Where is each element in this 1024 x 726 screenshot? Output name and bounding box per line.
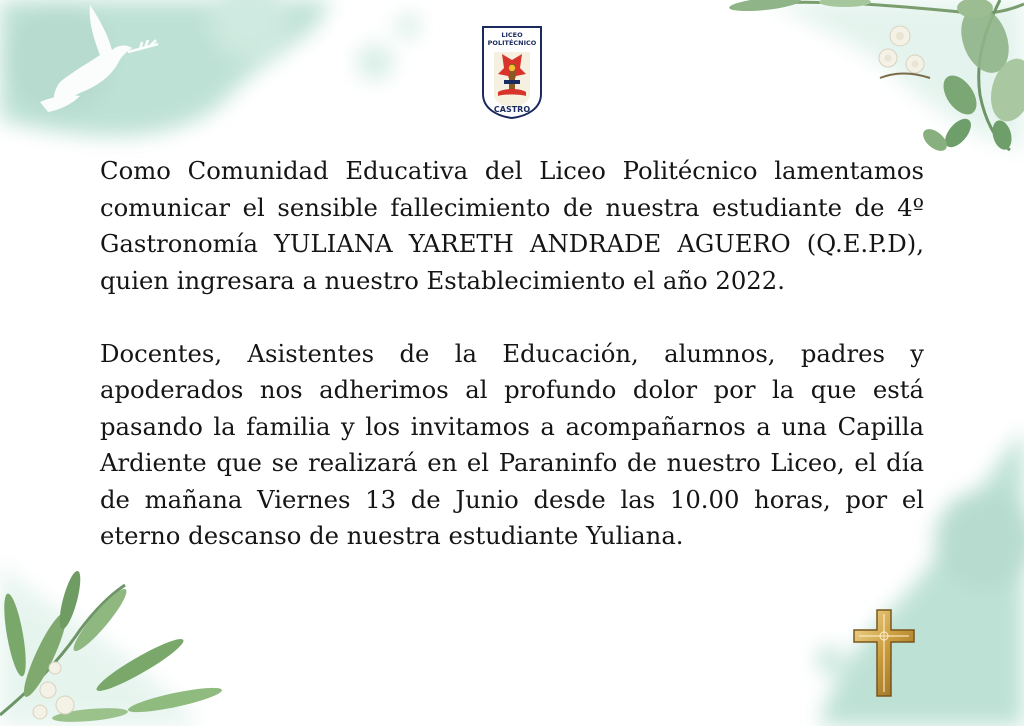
school-crest [480,24,544,120]
crest-text-politecnico: POLITÉCNICO [487,39,537,47]
crest-text-liceo: LICEO [501,31,523,39]
crest-emblem-icon [494,52,530,108]
watercolor-top-left [0,0,330,136]
message-paragraph-1: Como Comunidad Educativa del Liceo Politécnico lamentamos comunicar el sensible fallecimiento de nuestra estudiante de 4º Gastronomía YULIANA YARETH ANDRADE AGUERO (Q.E.P.D), quien ingresara a nuestro Establecimiento el año 2022. [100,156,924,295]
cross-icon [850,608,918,700]
message-paragraph-2: Docentes, Asistentes de la Educación, alumnos, padres y apoderados nos adherimos al profundo dolor por la que está pasando la familia y los invitamos a acompañarnos a una Capilla Ardiente que se realizará en el Paraninfo de nuestro Liceo, el día de mañana Viernes 13 de Junio desde las 10.00 horas, por el eterno descanso de nuestra estudiante Yuliana. [100,338,924,550]
condolence-message [100,153,924,555]
crest-text-castro: CASTRO [493,105,531,114]
